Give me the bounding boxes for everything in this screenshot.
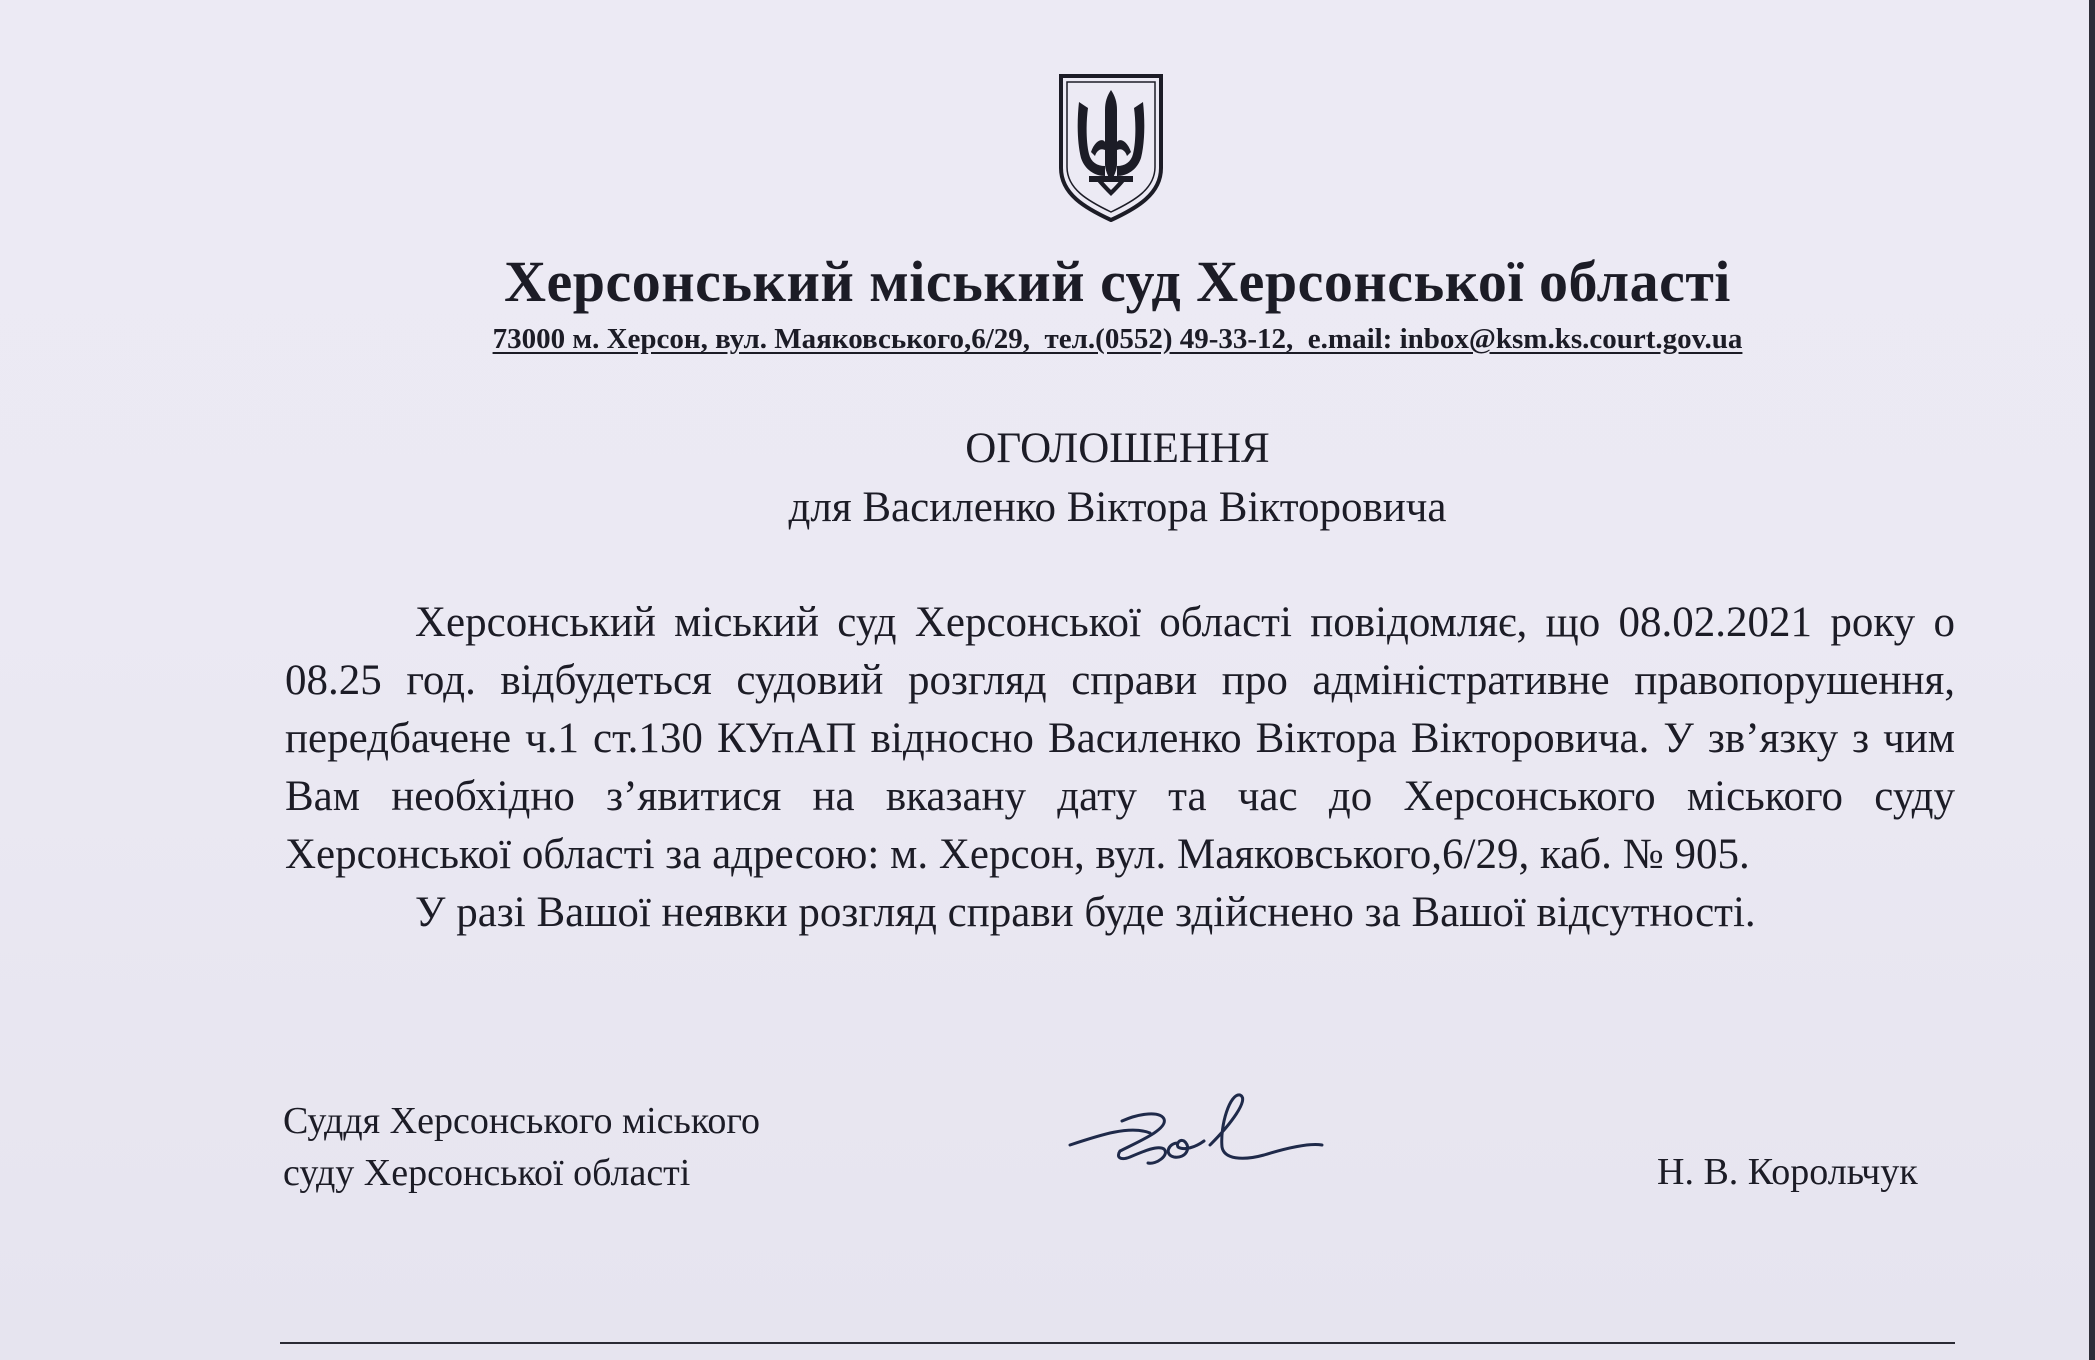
court-address-line: 73000 м. Херсон, вул. Маяковського,6/29, тел.(0552) 49-33-12, e.mail: inbox@ksm.ks.court.gov.ua: [492, 323, 1743, 355]
judge-title: [283, 1095, 760, 1199]
judge-title-line-1: Суддя Херсонського міського: [283, 1100, 761, 1142]
coat-of-arms-icon: [1055, 72, 1167, 222]
notice-title: ОГОЛОШЕННЯ: [965, 425, 1270, 472]
bottom-divider: [280, 1342, 1955, 1344]
handwritten-signature-icon: [1060, 1085, 1330, 1185]
judge-name: Н. В. Корольчук: [1657, 1151, 1918, 1193]
notice-paragraph-1: Херсонський міський суд Херсонської області повідомляє, що 08.02.2021 року о 08.25 год. відбудеться судовий розгляд справи про адміністративне правопорушення, передбачене ч.1 ст.130 КУпАП відносно Василенко Віктора Вікторовича. У зв’язку з чим Вам необхідно з’явитися на вказану дату та час до Херсонського міського суду Херсонської області за адресою: м. Херсон, вул. Маяковського,6/29, каб. № 905.: [285, 599, 1955, 878]
judge-title-line-2: суду Херсонської області: [283, 1152, 691, 1194]
notice-body: [285, 594, 1955, 942]
notice-paragraph-2: У разі Вашої неявки розгляд справи буде здійснено за Вашої відсутності.: [415, 889, 1756, 936]
notice-recipient: для Василенко Віктора Вікторовича: [788, 484, 1447, 531]
page-edge-shadow: [2089, 0, 2095, 1360]
court-name-heading: Херсонський міський суд Херсонської області: [504, 249, 1731, 314]
